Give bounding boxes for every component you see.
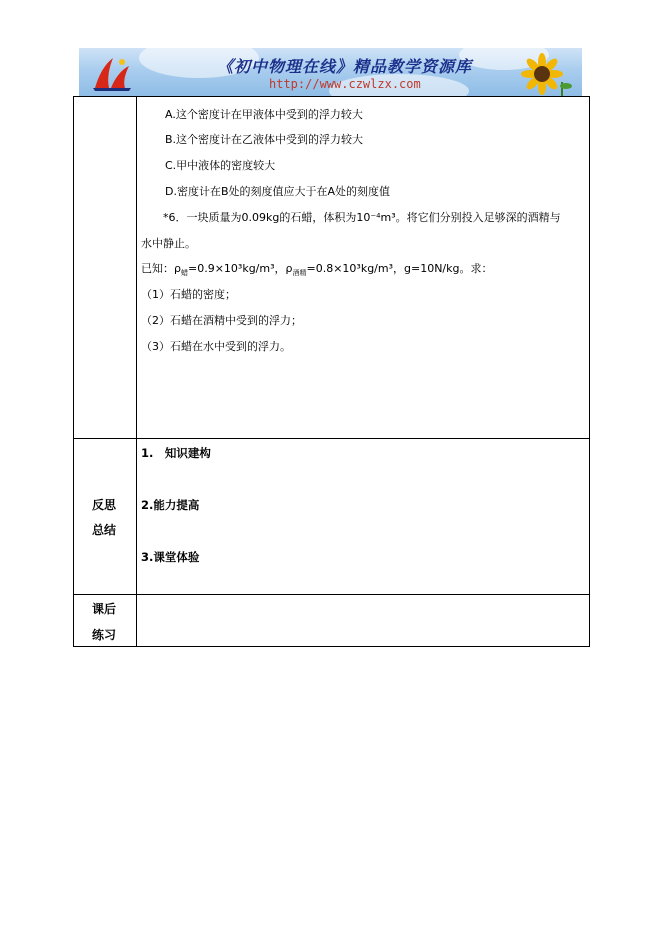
homework-label-2: 练习 [92, 628, 117, 642]
banner-url: http://www.czwlzx.com [269, 77, 421, 91]
option-d: D.密度计在B处的刻度值应大于在A处的刻度值 [165, 185, 391, 198]
reflection-item-3: 3.课堂体验 [141, 550, 200, 564]
header-banner [79, 48, 582, 96]
ask-2: （2）石蜡在酒精中受到的浮力； [141, 314, 302, 327]
question-6-line1: *6．一块质量为0.09kg的石蜡，体积为10⁻⁴m³。将它们分别投入足够深的酒精与 [163, 211, 561, 224]
logo-icon [89, 54, 135, 92]
option-c: C.甲中液体的密度较大 [165, 159, 276, 172]
banner-title: 《初中物理在线》精品教学资源库 [217, 57, 473, 76]
reflection-item-1: 1. 知识建构 [141, 446, 211, 460]
homework-label-1: 课后 [92, 602, 117, 616]
ask-1: （1）石蜡的密度； [141, 288, 236, 301]
ask-3: （3）石蜡在水中受到的浮力。 [141, 340, 291, 353]
known-values: 已知：$\rho_蜡=0.9\times 10^3kg/m^3$，$\rho_{酒精}=0.8\times 10^3kg/m^3$，g=10N/kg。求： [141, 262, 493, 278]
reflection-label-2: 总结 [92, 523, 117, 537]
reflection-item-2: 2.能力提高 [141, 498, 200, 512]
row-divider [74, 594, 589, 595]
sunflower-icon [512, 52, 574, 96]
option-a: A.这个密度计在甲液体中受到的浮力较大 [165, 108, 363, 121]
option-b: B.这个密度计在乙液体中受到的浮力较大 [165, 133, 364, 146]
column-divider [136, 97, 137, 646]
row-divider [74, 438, 589, 439]
question-6-line2: 水中静止。 [141, 237, 196, 250]
lesson-table [73, 96, 590, 647]
reflection-label-1: 反思 [92, 498, 117, 512]
